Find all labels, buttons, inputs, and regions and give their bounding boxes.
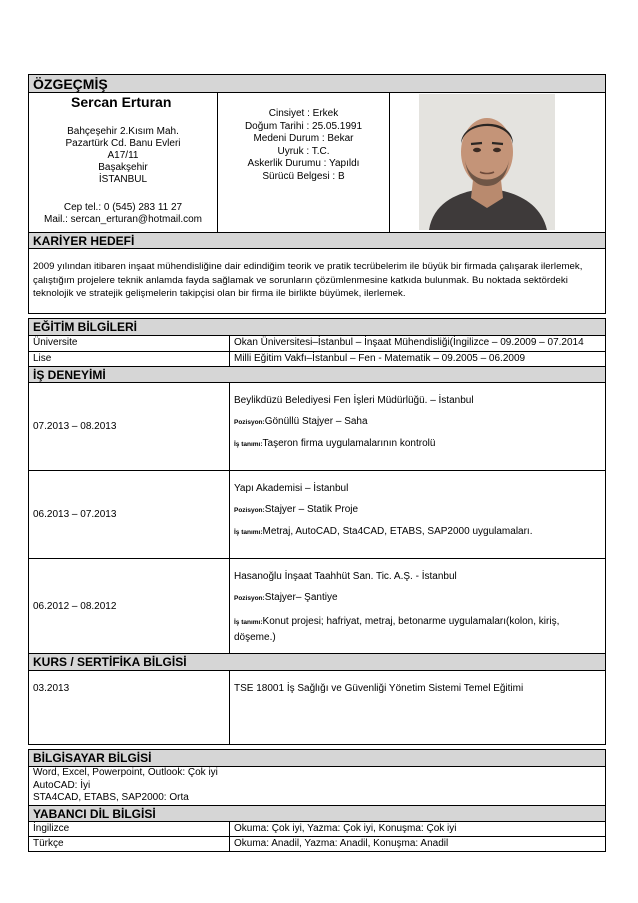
experience-duty: Konut projesi; hafriyat, metraj, betonarme uygulamaları(kolon, kiriş, döşeme.) [234,616,560,643]
full-name: Sercan Erturan [71,94,172,110]
computer-skills [28,766,606,806]
address-line: Pazartürk Cd. Banu Evleri [65,138,181,149]
courses-table [28,670,606,745]
table-row [29,559,606,654]
section-computer: BİLGİSAYAR BİLGİSİ [28,749,606,767]
course-date: 03.2013 [29,671,230,745]
experience-duty: Metraj, AutoCAD, Sta4CAD, ETABS, SAP2000 uygulamaları. [262,526,533,537]
address-line: Bahçeşehir 2.Kısım Mah. [67,126,179,137]
experience-dates: 07.2013 – 08.2013 [29,383,230,471]
position-label: Pozisyon: [234,507,265,514]
career-objective-text: 2009 yılından itibaren inşaat mühendisliğine dair edindiğim teorik ve pratik tecrübelerim ile büyük bir firmada çalışarak ilerlemek, çalıştığım projelere teknik anlamda fayda sağlamak ve sorunların çözümlenmesine katkıda bulunmak. Bu noktada sektördeki teknolojik ve stratejik gelişmelerin takipçisi olan bir firma ile birlikte büyümek, ilerlemek. [28,248,606,314]
experience-position: Stajyer– Şantiye [264,592,338,603]
contact-block [31,202,215,226]
detail-line: Cinsiyet : Erkek [268,108,339,119]
personal-info-block [28,92,606,233]
skill-line: Word, Excel, Powerpoint, Outlook: Çok iyi [33,767,218,778]
phone: Cep tel.: 0 (545) 283 11 27 [63,202,183,213]
section-languages: YABANCI DİL BİLGİSİ [28,805,606,822]
table-row [29,336,606,352]
section-career: KARİYER HEDEFİ [28,232,606,249]
education-table [28,335,606,367]
language-level: Okuma: Çok iyi, Yazma: Çok iyi, Konuşma: Çok iyi [230,822,606,837]
table-row [29,822,606,837]
personal-details [222,108,385,183]
experience-position: Stajyer – Statik Proje [264,504,359,515]
address-line: Başakşehir [98,162,148,173]
duty-label: İş tanımı: [234,441,263,448]
table-row [29,352,606,367]
table-row [29,837,606,852]
language-level: Okuma: Anadil, Yazma: Anadil, Konuşma: Anadil [230,837,606,852]
education-detail: Okan Üniversitesi–İstanbul – İnşaat Mühendisliği(İngilizce – 09.2009 – 07.2014 [230,336,606,352]
address-line: A17/11 [107,150,139,161]
table-row [29,671,606,745]
duty-label: İş tanımı: [234,619,263,626]
education-level: Lise [29,352,230,367]
experience-duty: Taşeron firma uygulamalarının kontrolü [262,438,436,449]
detail-line: Sürücü Belgesi : B [262,170,345,182]
language-name: Türkçe [29,837,230,852]
section-courses: KURS / SERTİFİKA BİLGİSİ [28,653,606,671]
position-label: Pozisyon: [234,419,265,426]
languages-table [28,821,606,852]
skill-line: STA4CAD, ETABS, SAP2000: Orta [33,792,189,803]
duty-label: İş tanımı: [234,529,263,536]
profile-photo [419,94,555,230]
address-line: İSTANBUL [98,174,148,185]
detail-line: Doğum Tarihi : 25.05.1991 [244,120,363,132]
section-education: EĞİTİM BİLGİLERİ [28,318,606,336]
course-detail: TSE 18001 İş Sağlığı ve Güvenliği Yönetim Sistemi Temel Eğitimi [230,671,606,745]
position-label: Pozisyon: [234,595,265,602]
detail-line: Askerlik Durumu : Yapıldı [247,158,360,169]
skill-line: AutoCAD: İyi [33,779,91,791]
experience-table [28,382,606,654]
experience-position: Gönüllü Stajyer – Saha [264,416,368,427]
address-block [31,126,215,186]
email: Mail.: sercan_erturan@hotmail.com [44,214,202,225]
education-level: Üniversite [29,336,230,352]
education-detail: Milli Eğitim Vakfı–İstanbul – Fen - Matematik – 09.2005 – 06.2009 [230,352,606,367]
experience-company: Beylikdüzü Belediyesi Fen İşleri Müdürlüğü. – İstanbul [234,395,474,406]
table-row [29,471,606,559]
experience-company: Yapı Akademisi – İstanbul [234,483,349,494]
experience-dates: 06.2013 – 07.2013 [29,471,230,559]
detail-line: Uyruk : T.C. [277,145,330,157]
table-row [29,383,606,471]
experience-dates: 06.2012 – 08.2012 [29,559,230,654]
section-experience: İŞ DENEYİMİ [28,366,606,383]
resume-page [28,74,606,852]
experience-company: Hasanoğlu İnşaat Taahhüt San. Tic. A.Ş. - İstanbul [234,571,457,582]
detail-line: Medeni Durum : Bekar [253,133,354,144]
language-name: İngilizce [29,822,230,837]
page-title: ÖZGEÇMİŞ [28,74,606,93]
